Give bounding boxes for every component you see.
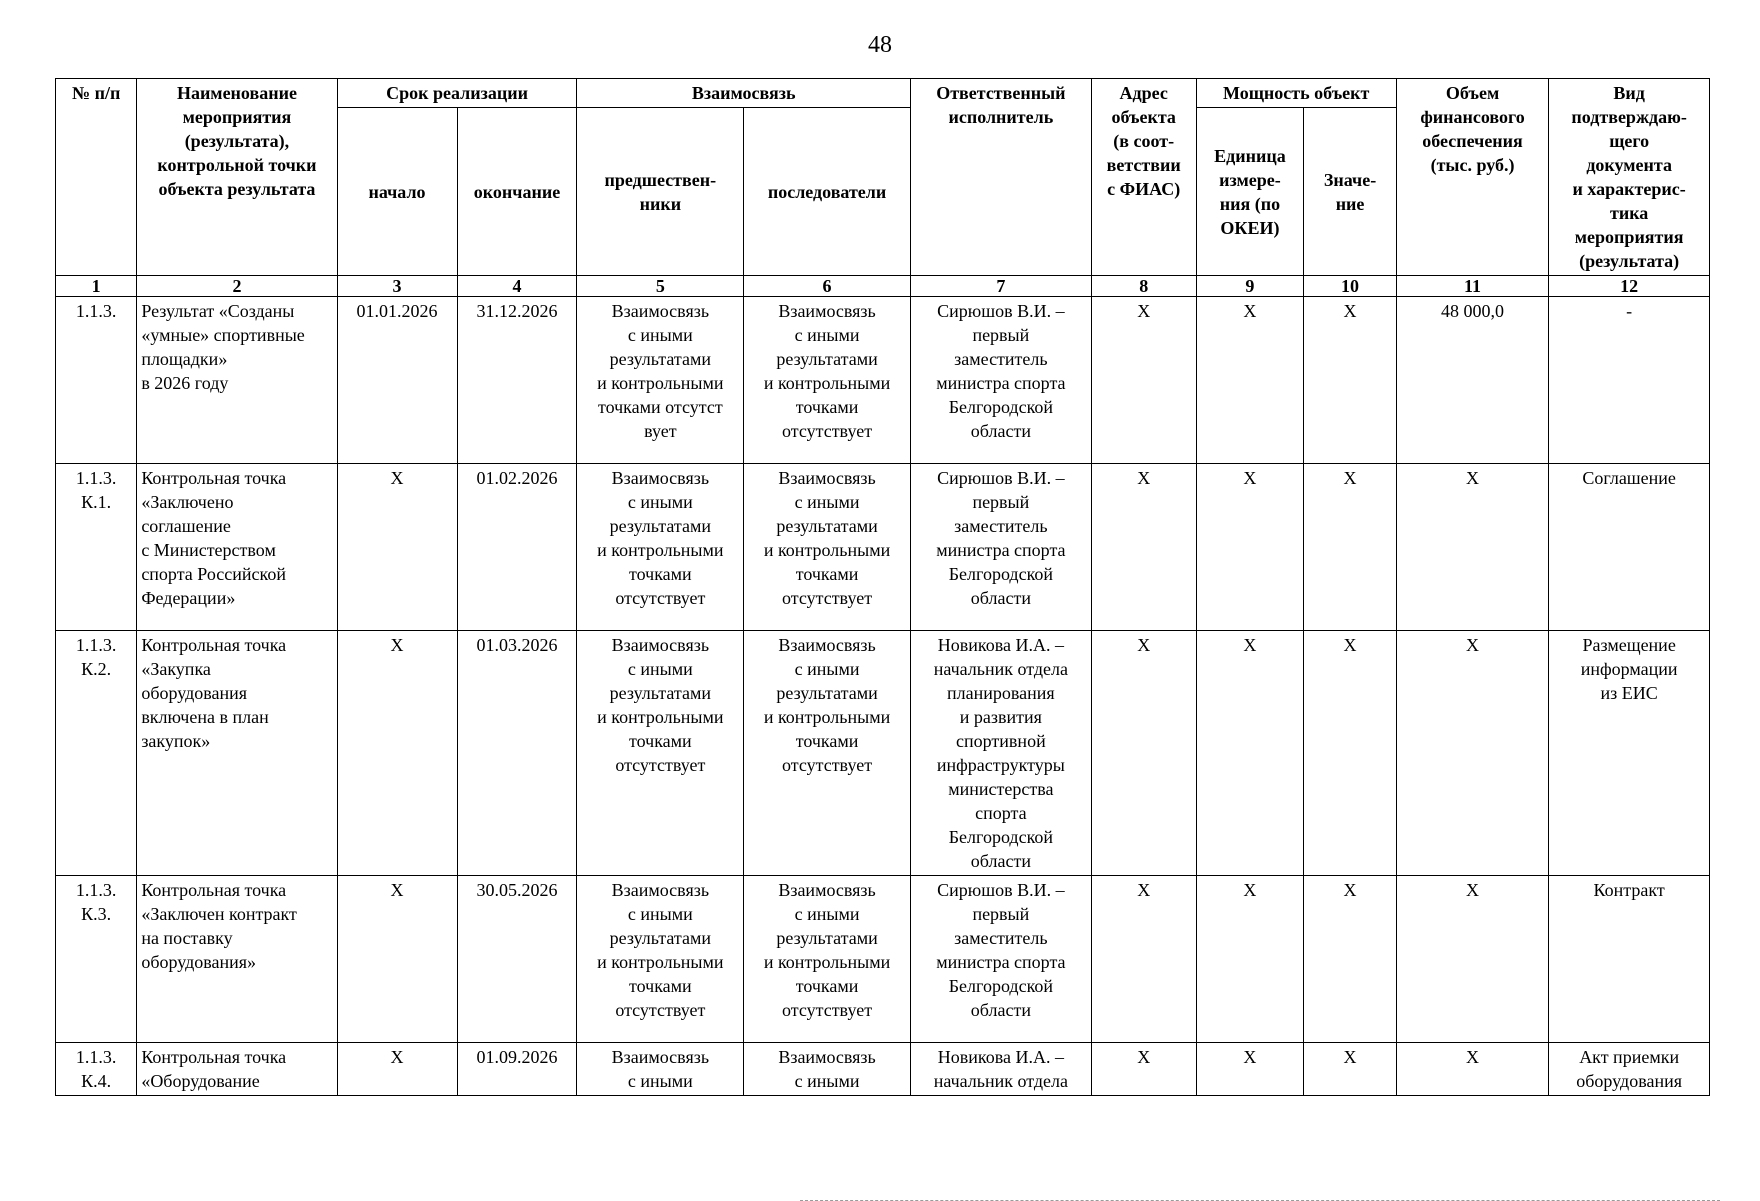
cell-start: 01.01.2026 xyxy=(337,297,457,464)
header-finance: Объем финансового обеспечения (тыс. руб.) xyxy=(1396,79,1548,276)
header-link-group: Взаимосвязь xyxy=(577,79,910,108)
cell-start: X xyxy=(337,631,457,876)
header-value: Значе- ние xyxy=(1304,108,1397,276)
cell-value: X xyxy=(1304,464,1397,631)
cell-name: Контрольная точка «Заключено соглашение с Министерством спорта Российской Федерации» xyxy=(137,464,337,631)
cell-predecessors: Взаимосвязь с иными результатами и контрольными точками отсутст вует xyxy=(577,297,744,464)
cell-predecessors: Взаимосвязь с иными результатами и контрольными точками отсутствует xyxy=(577,876,744,1043)
cell-number: 1.1.3. К.4. xyxy=(56,1043,137,1096)
cell-value: X xyxy=(1304,1043,1397,1096)
cell-responsible: Новикова И.А. – начальник отдела планирования и развития спортивной инфраструктуры министерства спорта Белгородской области xyxy=(910,631,1091,876)
cell-address: X xyxy=(1091,464,1196,631)
column-number: 6 xyxy=(744,276,911,297)
table-row xyxy=(56,876,1710,1043)
header-number: № п/п xyxy=(56,79,137,276)
cell-finance: 48 000,0 xyxy=(1396,297,1548,464)
header-start: начало xyxy=(337,108,457,276)
cell-doc: Размещение информации из ЕИС xyxy=(1549,631,1710,876)
cell-unit: X xyxy=(1196,876,1304,1043)
column-number: 7 xyxy=(910,276,1091,297)
cell-successors: Взаимосвязь с иными результатами и контрольными точками отсутствует xyxy=(744,876,911,1043)
cell-unit: X xyxy=(1196,297,1304,464)
cell-start: X xyxy=(337,1043,457,1096)
column-number: 8 xyxy=(1091,276,1196,297)
header-address: Адрес объекта (в соот- ветствии с ФИАС) xyxy=(1091,79,1196,276)
cell-predecessors: Взаимосвязь с иными результатами и контрольными точками отсутствует xyxy=(577,631,744,876)
cell-successors: Взаимосвязь с иными xyxy=(744,1043,911,1096)
cell-start: X xyxy=(337,464,457,631)
cell-name: Контрольная точка «Заключен контракт на поставку оборудования» xyxy=(137,876,337,1043)
cell-successors: Взаимосвязь с иными результатами и контрольными точками отсутствует xyxy=(744,631,911,876)
cell-number: 1.1.3. К.1. xyxy=(56,464,137,631)
cell-address: X xyxy=(1091,297,1196,464)
cell-responsible: Сирюшов В.И. – первый заместитель министра спорта Белгородской области xyxy=(910,297,1091,464)
cell-finance: X xyxy=(1396,876,1548,1043)
cell-predecessors: Взаимосвязь с иными результатами и контрольными точками отсутствует xyxy=(577,464,744,631)
cell-end: 30.05.2026 xyxy=(457,876,577,1043)
cell-address: X xyxy=(1091,631,1196,876)
cell-unit: X xyxy=(1196,1043,1304,1096)
cell-doc: Акт приемки оборудования xyxy=(1549,1043,1710,1096)
cell-address: X xyxy=(1091,876,1196,1043)
cell-number: 1.1.3. xyxy=(56,297,137,464)
cell-end: 01.02.2026 xyxy=(457,464,577,631)
column-number: 12 xyxy=(1549,276,1710,297)
cell-end: 31.12.2026 xyxy=(457,297,577,464)
cell-address: X xyxy=(1091,1043,1196,1096)
cell-number: 1.1.3. К.2. xyxy=(56,631,137,876)
cell-value: X xyxy=(1304,876,1397,1043)
page-number: 48 xyxy=(868,32,892,58)
header-predecessors: предшествен- ники xyxy=(577,108,744,276)
column-number: 1 xyxy=(56,276,137,297)
cell-successors: Взаимосвязь с иными результатами и контрольными точками отсутствует xyxy=(744,464,911,631)
cell-responsible: Новикова И.А. – начальник отдела xyxy=(910,1043,1091,1096)
column-number: 4 xyxy=(457,276,577,297)
column-number: 10 xyxy=(1304,276,1397,297)
cell-unit: X xyxy=(1196,464,1304,631)
cell-responsible: Сирюшов В.И. – первый заместитель министра спорта Белгородской области xyxy=(910,464,1091,631)
cell-doc: - xyxy=(1549,297,1710,464)
table-header xyxy=(56,79,1710,297)
column-number-row xyxy=(56,276,1710,297)
cell-responsible: Сирюшов В.И. – первый заместитель министра спорта Белгородской области xyxy=(910,876,1091,1043)
column-number: 9 xyxy=(1196,276,1304,297)
header-end: окончание xyxy=(457,108,577,276)
table-row xyxy=(56,297,1710,464)
header-successors: последователи xyxy=(744,108,911,276)
plan-table xyxy=(55,78,1710,1096)
cell-end: 01.09.2026 xyxy=(457,1043,577,1096)
column-number: 3 xyxy=(337,276,457,297)
cell-number: 1.1.3. К.3. xyxy=(56,876,137,1043)
cell-name: Контрольная точка «Оборудование xyxy=(137,1043,337,1096)
cell-predecessors: Взаимосвязь с иными xyxy=(577,1043,744,1096)
cell-value: X xyxy=(1304,631,1397,876)
header-name: Наименование мероприятия (результата), контрольной точки объекта результата xyxy=(137,79,337,276)
header-term-group: Срок реализации xyxy=(337,79,577,108)
column-number: 11 xyxy=(1396,276,1548,297)
table-body xyxy=(56,297,1710,1096)
header-capacity-group: Мощность объект xyxy=(1196,79,1396,108)
header-responsible: Ответственный исполнитель xyxy=(910,79,1091,276)
cell-finance: X xyxy=(1396,1043,1548,1096)
cell-successors: Взаимосвязь с иными результатами и контрольными точками отсутствует xyxy=(744,297,911,464)
cell-start: X xyxy=(337,876,457,1043)
table-row xyxy=(56,464,1710,631)
table-row xyxy=(56,631,1710,876)
column-number: 2 xyxy=(137,276,337,297)
cell-unit: X xyxy=(1196,631,1304,876)
column-number: 5 xyxy=(577,276,744,297)
cell-doc: Контракт xyxy=(1549,876,1710,1043)
cell-finance: X xyxy=(1396,631,1548,876)
cell-finance: X xyxy=(1396,464,1548,631)
cell-end: 01.03.2026 xyxy=(457,631,577,876)
cell-value: X xyxy=(1304,297,1397,464)
cell-doc: Соглашение xyxy=(1549,464,1710,631)
cell-name: Результат «Созданы «умные» спортивные площадки» в 2026 году xyxy=(137,297,337,464)
header-unit: Единица измере- ния (по ОКЕИ) xyxy=(1196,108,1304,276)
header-doc-type: Вид подтверждаю- щего документа и характерис- тика мероприятия (результата) xyxy=(1549,79,1710,276)
table-row xyxy=(56,1043,1710,1096)
cell-name: Контрольная точка «Закупка оборудования включена в план закупок» xyxy=(137,631,337,876)
